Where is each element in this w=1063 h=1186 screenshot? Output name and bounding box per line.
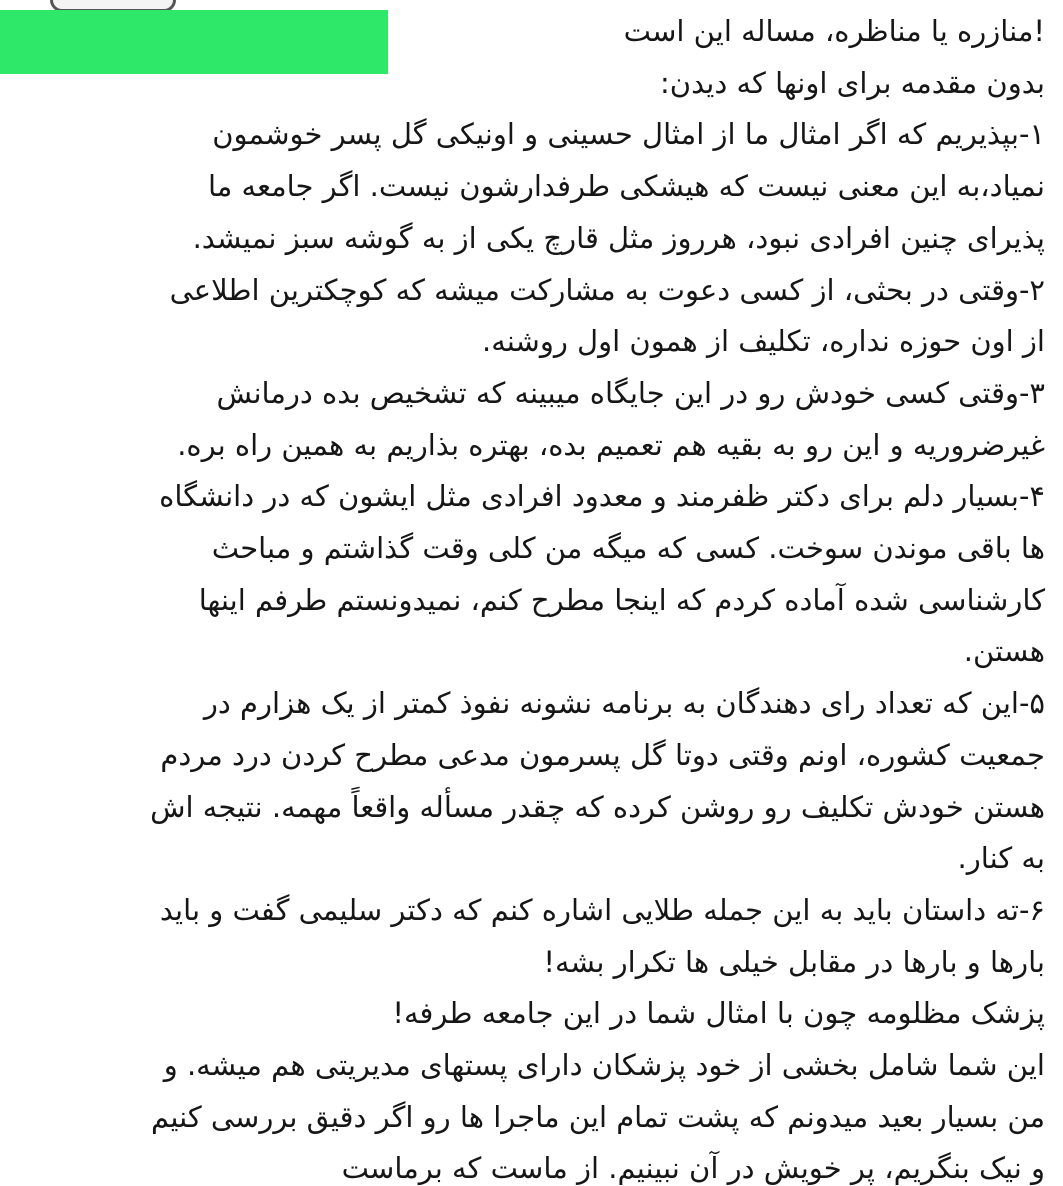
- text-line: پزشک مظلومه چون با امثال شما در این جامعه طرفه!: [392, 996, 1045, 1031]
- text-line: هستن خودش تکلیف رو روشن کرده که چقدر مسأله واقعاً مهمه. نتیجه اش: [150, 789, 1045, 824]
- text-line: ۵-این که تعداد رای دهندگان به برنامه نشونه نفوذ کمتر از یک هزارم در: [203, 686, 1045, 721]
- text-line: ۲-وقتی در بحثی، از کسی دعوت به مشارکت میشه که کوچکترین اطلاعی: [169, 272, 1045, 307]
- text-line: از اون حوزه نداره، تکلیف از همون اول روشنه.: [482, 324, 1045, 359]
- document-text: [35, 6, 1045, 1186]
- text-line: غیرضروریه و این رو به بقیه هم تعمیم بده، بهتره بذاریم به همین راه بره.: [177, 427, 1045, 462]
- text-line: ۶-ته داستان باید به این جمله طلایی اشاره کنم که دکتر سلیمی گفت و باید: [159, 892, 1045, 927]
- text-line: !منازره یا مناظره، مساله این است: [623, 14, 1045, 48]
- text-line: ۱-بپذیریم که اگر امثال ما از امثال حسینی و اونیکی گل پسر خوشمون: [212, 117, 1045, 152]
- text-line: پذیرای چنین افرادی نبود، هرروز مثل قارچ یکی از به گوشه سبز نمیشد.: [192, 220, 1045, 255]
- text-line: ها باقی موندن سوخت. کسی که میگه من کلی وقت گذاشتم و مباحث: [211, 531, 1045, 566]
- text-line: به کنار.: [957, 841, 1045, 876]
- text-line: من بسیار بعید میدونم که پشت تمام این ماجرا ها رو اگر دقیق بررسی کنیم: [151, 1099, 1045, 1134]
- text-line: این شما شامل بخشی از خود پزشکان دارای پستهای مدیریتی هم میشه. و: [163, 1048, 1045, 1083]
- text-line: بارها و بارها در مقابل خیلی ها تکرار بشه!: [543, 944, 1045, 979]
- text-line: و نیک بنگریم، پر خویش در آن نبینیم. از ماست که برماست: [341, 1151, 1045, 1186]
- text-line: ۴-بسیار دلم برای دکتر ظفرمند و معدود افرادی مثل ایشون که در دانشگاه: [159, 479, 1045, 514]
- text-line: هستن.: [963, 634, 1045, 669]
- text-line: بدون مقدمه برای اونها که دیدن:: [660, 65, 1045, 100]
- text-line: نمیاد،به این معنی نیست که هیشکی طرفدارشون نیست. اگر جامعه ما: [207, 169, 1045, 204]
- text-line: جمعیت کشوره، اونم وقتی دوتا گل پسرمون مدعی مطرح کردن درد مردم: [160, 737, 1045, 772]
- text-line: ۳-وقتی کسی خودش رو در این جایگاه میبینه که تشخیص بده درمانش: [216, 375, 1045, 410]
- text-line: کارشناسی شده آماده کردم که اینجا مطرح کنم، نمیدونستم طرفم اینها: [198, 582, 1045, 617]
